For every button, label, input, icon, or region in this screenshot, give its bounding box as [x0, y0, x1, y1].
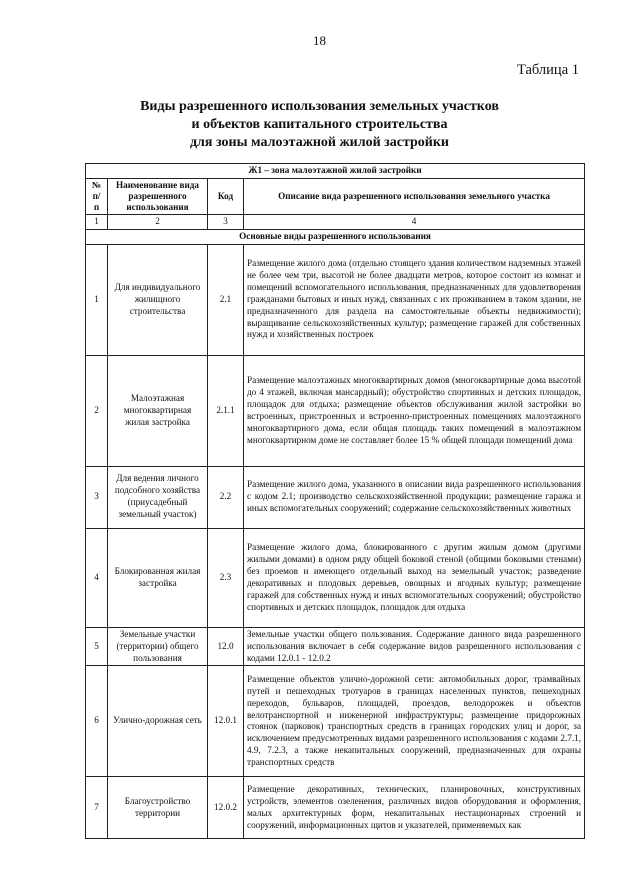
table-row [86, 777, 585, 839]
use-type-code: 2.2 [208, 466, 244, 528]
page-number: 18 [313, 33, 326, 48]
row-number: 6 [86, 666, 108, 777]
use-type-description: Размещение жилого дома, указанного в описании вида разрешенного использования с кодом 2.1; производство сельскохозяйственной продукции; размещение гаража и иных вспомогательных сооружений; содержание сельскохозяйственных животных [244, 466, 585, 528]
column-number: 4 [244, 214, 585, 229]
use-type-code: 2.1.1 [208, 355, 244, 466]
zone-title: Ж1 – зона малоэтажной жилой застройки [86, 164, 585, 179]
use-type-code: 2.3 [208, 528, 244, 627]
row-number: 3 [86, 466, 108, 528]
header-num: № п/ п [86, 178, 108, 214]
header-desc: Описание вида разрешенного использования земельного участка [244, 178, 585, 214]
use-type-name: Для ведения личного подсобного хозяйства (приусадебный земельный участок) [108, 466, 208, 528]
use-type-description: Земельные участки общего пользования. Содержание данного вида разрешенного использования включает в себя содержание видов разрешенного использования с кодами 12.0.1 - 12.0.2 [244, 627, 585, 666]
document-title [0, 98, 639, 152]
title-line: для зоны малоэтажной жилой застройки [189, 135, 450, 150]
row-number: 7 [86, 777, 108, 839]
row-number: 5 [86, 627, 108, 666]
use-type-description: Размещение жилого дома, блокированного с другим жилым домом (другими жилыми домами) в одном ряду общей боковой стеной (общими боковыми стенами) без проемов и имеющего отдельный выход на земельный участок; разведение декоративных и плодовых деревьев, овощных и ягодных культур; размещение гаражей для собственных нужд и иных вспомогательных сооружений; обустройство спортивных и детских площадок, площадок для отдыха [244, 528, 585, 627]
use-type-name: Благоустройство территории [108, 777, 208, 839]
use-type-name: Для индивидуального жилищного строительства [108, 244, 208, 355]
table-caption: Таблица 1 [516, 62, 579, 78]
land-use-table [85, 163, 585, 839]
header-code: Код [208, 178, 244, 214]
use-type-name: Малоэтажная многоквартирная жилая застройка [108, 355, 208, 466]
column-number: 3 [208, 214, 244, 229]
section-row [86, 229, 585, 244]
use-type-description: Размещение объектов улично-дорожной сети: автомобильных дорог, трамвайных путей и пешеходных тротуаров в границах населенных пунктов, пешеходных переходов, бульваров, площадей, проездов, велодорожек и объектов велотранспортной и инженерной инфраструктуры; размещение придорожных стоянок (парковок) транспортных средств в границах городских улиц и дорог, за исключением предусмотренных видами разрешенного использования с кодами 2.7.1, 4.9, 7.2.3, а также некапитальных сооружений, предназначенных для охраны транспортных средств [244, 666, 585, 777]
column-number-row [86, 214, 585, 229]
use-type-code: 12.0.2 [208, 777, 244, 839]
row-number: 4 [86, 528, 108, 627]
section-title: Основные виды разрешенного использования [86, 229, 585, 244]
title-line: Виды разрешенного использования земельных участков [140, 99, 499, 114]
use-type-code: 12.0 [208, 627, 244, 666]
zone-title-row [86, 164, 585, 179]
table-row [86, 244, 585, 355]
column-number: 2 [108, 214, 208, 229]
table-row [86, 666, 585, 777]
table-row [86, 466, 585, 528]
table-row [86, 627, 585, 666]
table-row [86, 528, 585, 627]
header-name: Наименование вида разрешенного использования [108, 178, 208, 214]
column-number: 1 [86, 214, 108, 229]
use-type-name: Земельные участки (территории) общего пользования [108, 627, 208, 666]
header-row [86, 178, 585, 214]
use-type-description: Размещение жилого дома (отдельно стоящего здания количеством надземных этажей не более чем три, высотой не более двадцати метров, которое состоит из комнат и помещений вспомогательного использования, предназначенных для удовлетворения гражданами бытовых и иных нужд, связанных с их проживанием в таком здании, не предназначенного для раздела на самостоятельные объекты недвижимости); выращивание сельскохозяйственных культур; размещение гаражей для собственных нужд и хозяйственных построек [244, 244, 585, 355]
row-number: 1 [86, 244, 108, 355]
use-type-description: Размещение декоративных, технических, планировочных, конструктивных устройств, элементов озеленения, различных видов оборудования и оформления, малых архитектурных форм, некапитальных нестационарных строений и сооружений, информационных щитов и указателей, применяемых как [244, 777, 585, 839]
use-type-code: 12.0.1 [208, 666, 244, 777]
row-number: 2 [86, 355, 108, 466]
table-row [86, 355, 585, 466]
title-line: и объектов капитального строительства [191, 117, 448, 132]
use-type-code: 2.1 [208, 244, 244, 355]
use-type-description: Размещение малоэтажных многоквартирных домов (многоквартирные дома высотой до 4 этажей, включая мансардный); обустройство спортивных и детских площадок, площадок для отдыха; размещение объектов обслуживания жилой застройки во встроенных, пристроенных и встроенно-пристроенных помещениях малоэтажного многоквартирного дома, если общая площадь таких помещений в малоэтажном многоквартирном доме не составляет более 15 % общей площади помещений дома [244, 355, 585, 466]
use-type-name: Улично-дорожная сеть [108, 666, 208, 777]
use-type-name: Блокированная жилая застройка [108, 528, 208, 627]
